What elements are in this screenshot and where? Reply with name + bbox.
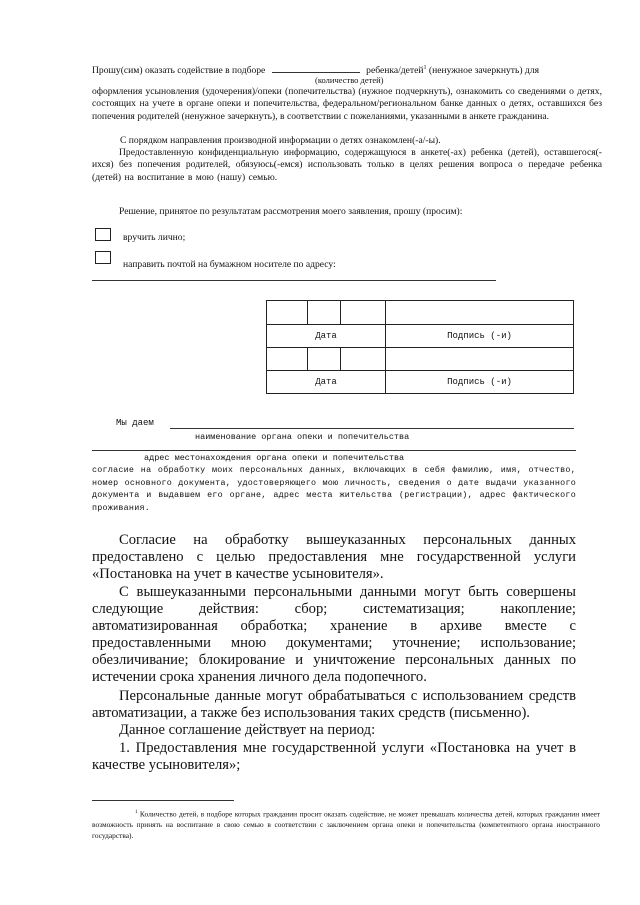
signature-label: Подпись (-и) [386, 371, 574, 394]
signature-cell[interactable] [386, 301, 574, 325]
date-cell[interactable] [308, 348, 341, 371]
confidentiality-paragraph: Предоставленную конфиденциальную информацию, содержащуюся в анкете(-ах) ребенка (детей), оставшегося(-ихся) без попечения родителей, обязуюсь(-емся) использовать только в целях решения вопроса о передаче ребенка (детей) на воспитание в мою (нашу) семью. [92, 147, 602, 183]
signature-table [266, 300, 574, 394]
request-paragraph: оформления усыновления (удочерения)/опеки (попечительства) (нужное подчеркнуть), ознакомить со сведениями о детях, состоящих на учете в органе опеки и попечительства, федеральном/региональном банке данных о детях, оставшихся без попечения родителей (ненужное зачеркнуть), в соответствии с пожеланиями, указанными в анкете гражданина. [92, 86, 602, 122]
request-line-tail: (ненужное зачеркнуть) для [426, 65, 540, 77]
footnote-ref: 1 [423, 65, 427, 71]
organization-name-line[interactable] [170, 428, 574, 429]
send-by-mail-checkbox[interactable] [95, 251, 111, 264]
footnote-text: Количество детей, в подборе которых гражданин просит оказать содействие, не может превышать количества детей, которых гражданин имеет возможность принять на воспитание в свою семью в соответствии с заключением органа опеки и попечительства (компетентного органа иностранного государства). [92, 809, 600, 840]
deliver-personally-label: вручить лично; [123, 232, 186, 243]
footnote-mark: 1 [135, 810, 138, 815]
footnote-separator [92, 800, 234, 801]
address-caption: адрес местонахождения органа опеки и попечительства [144, 453, 405, 463]
consent-purpose-paragraph: Согласие на обработку вышеуказанных персональных данных предоставлено с целью предоставления мне государственной услуги «Постановка на учет в качестве усыновителя». [92, 532, 576, 582]
consent-methods-paragraph: Персональные данные могут обрабатываться с использованием средств автоматизации, а также без использования таких средств (письменно). [92, 688, 576, 721]
consent-data-text: согласие на обработку моих персональных данных, включающих в себя фамилию, имя, отчество, номер основного документа, удостоверяющего мою личность, сведения о дате выдачи указанного документа и выдавшем его органе, адрес места жительства (регистрации), адрес фактического проживания. [92, 465, 576, 513]
date-label: Дата [267, 325, 386, 348]
count-blank [272, 63, 360, 73]
request-line-start: Прошу(сим) оказать содействие в подборе [92, 65, 266, 77]
signature-label: Подпись (-и) [386, 325, 574, 348]
date-cell[interactable] [267, 301, 308, 325]
count-caption: (количество детей) [315, 75, 384, 85]
consent-period-item: 1. Предоставления мне государственной услуги «Постановка на учет в качестве усыновителя»; [92, 740, 576, 773]
date-cell[interactable] [308, 301, 341, 325]
deliver-personally-checkbox[interactable] [95, 228, 111, 241]
consent-period-paragraph: Данное соглашение действует на период: [119, 722, 376, 738]
procedure-notice: С порядком направления производной информации о детях ознакомлен(-а/-ы). [120, 135, 441, 146]
date-cell[interactable] [267, 348, 308, 371]
request-line-end: ребенка/детей [366, 65, 424, 77]
signature-cell[interactable] [386, 348, 574, 371]
footnote [92, 808, 600, 841]
consent-actions-paragraph: С вышеуказанными персональными данными могут быть совершены следующие действия: сбор; систематизация; накопление; автоматизированная обработка; хранение в архиве вместе с предоставленными мною документами; уточнение; использование; обезличивание; блокирование и уничтожение персональных данных по истечении срока хранения личного дела подопечного. [92, 584, 576, 685]
postal-address-line[interactable] [92, 280, 496, 281]
date-label: Дата [267, 371, 386, 394]
organization-caption: наименование органа опеки и попечительства [195, 432, 410, 442]
organization-address-line[interactable] [92, 450, 576, 451]
we-give-label: Мы даем [116, 418, 154, 428]
send-by-mail-label: направить почтой на бумажном носителе по адресу: [123, 259, 336, 270]
date-cell[interactable] [341, 301, 386, 325]
decision-label: Решение, принятое по результатам рассмотрения моего заявления, прошу (просим): [119, 206, 463, 217]
date-cell[interactable] [341, 348, 386, 371]
